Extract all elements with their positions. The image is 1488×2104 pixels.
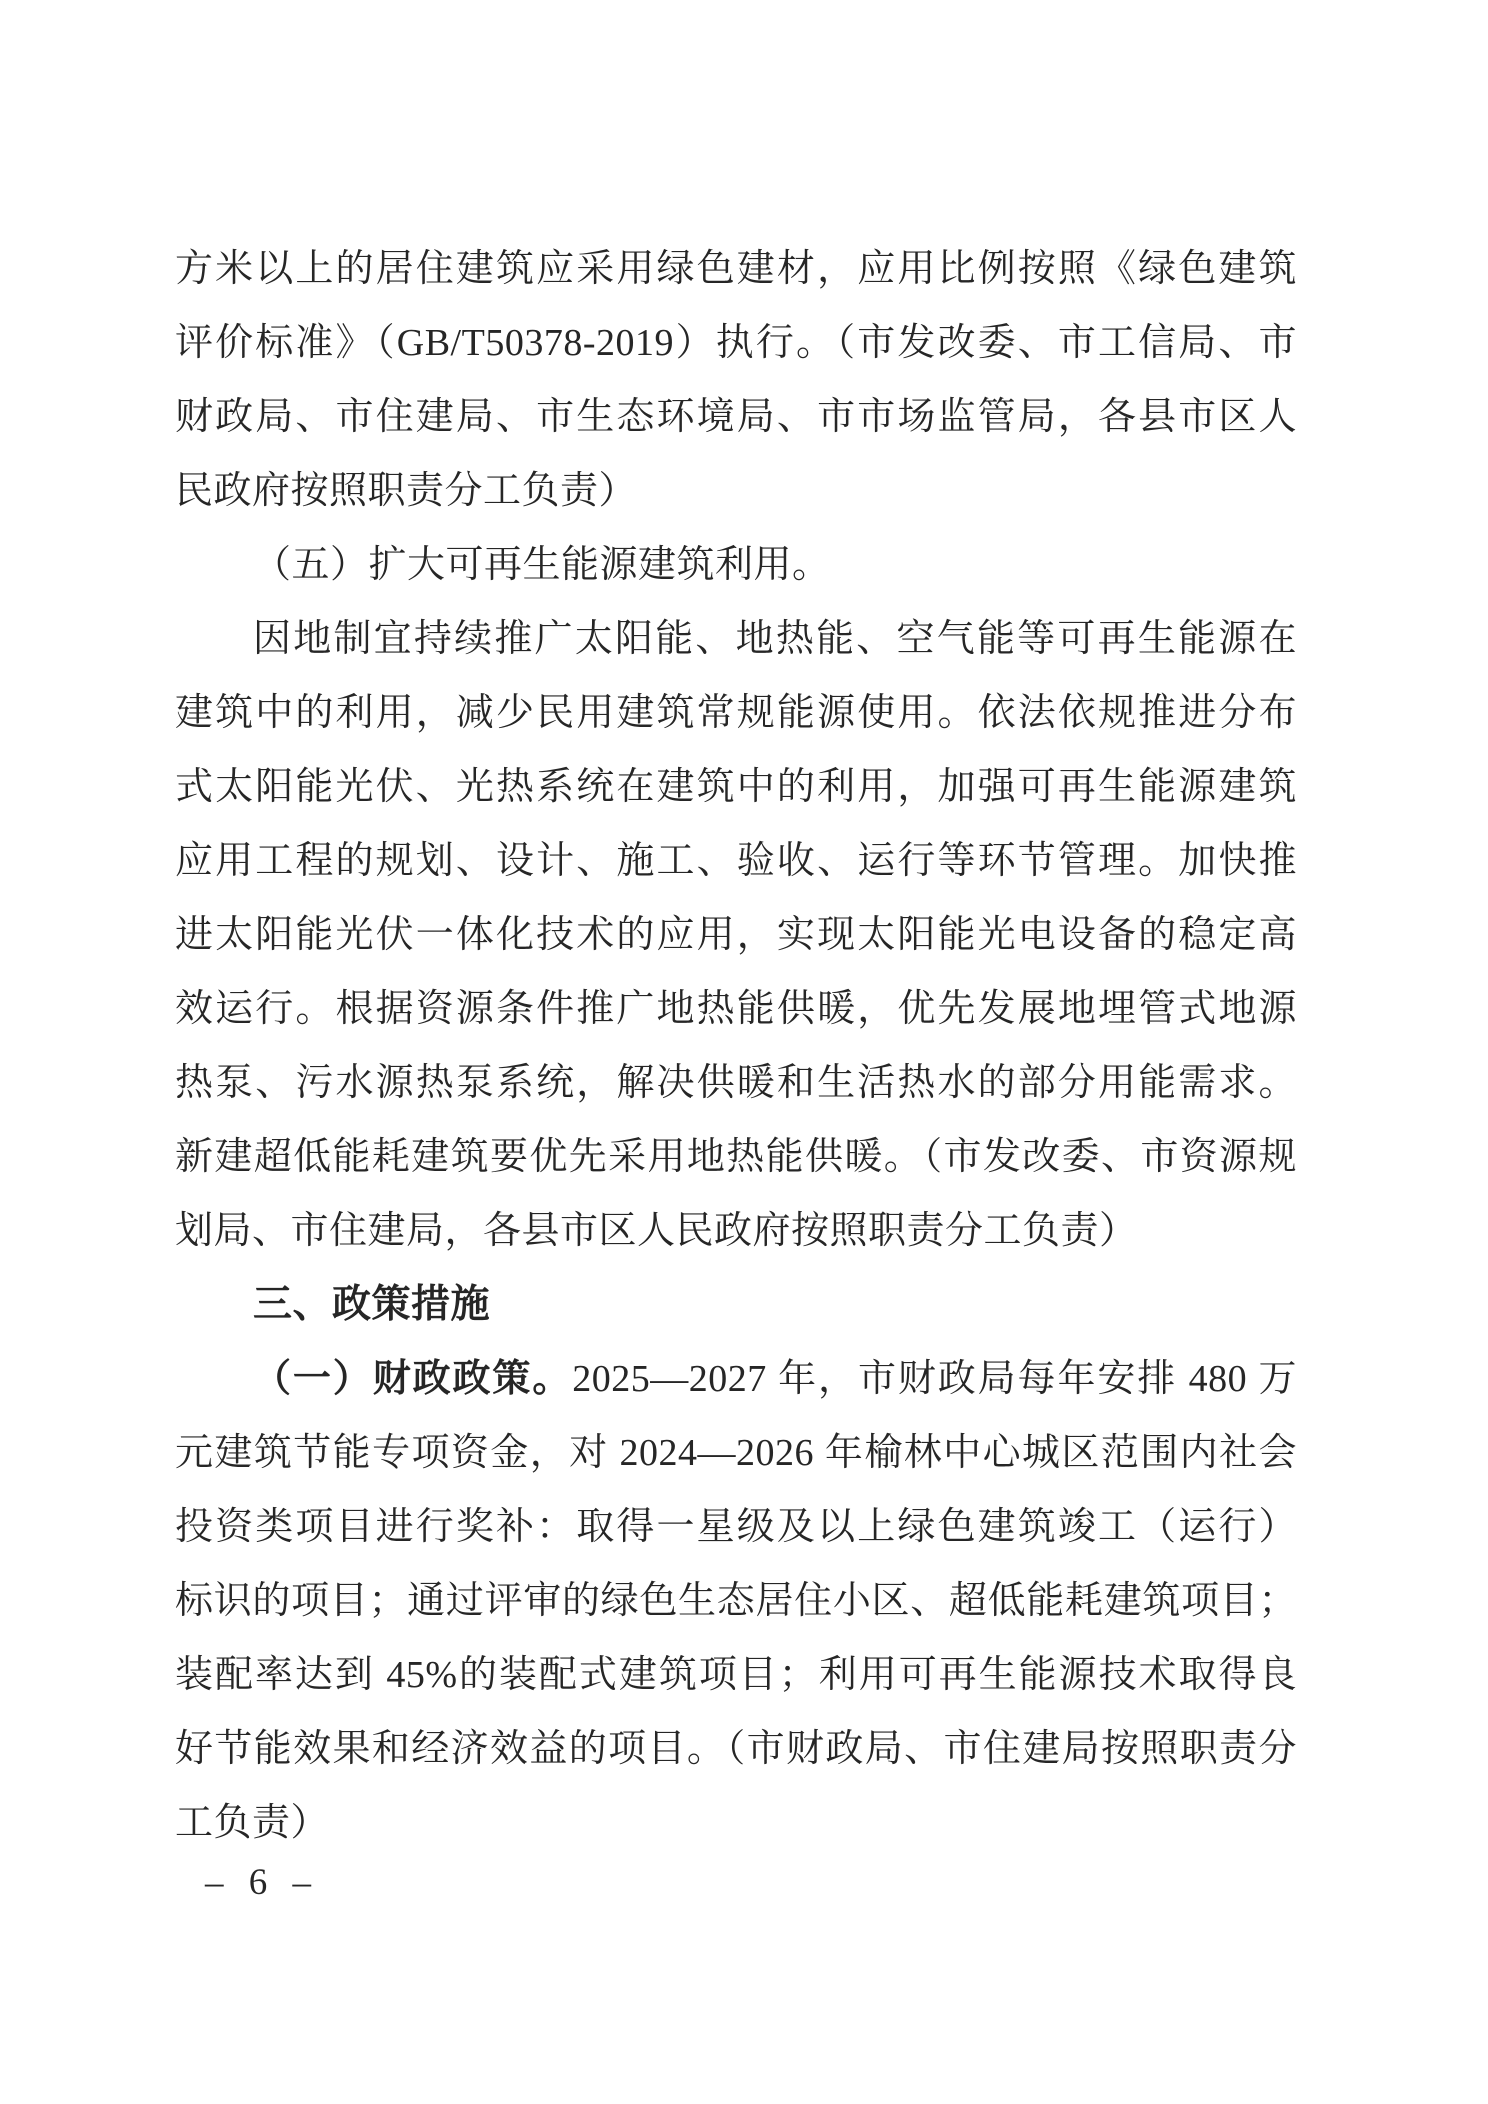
text-line xyxy=(175,1046,1297,1120)
text-line xyxy=(175,1712,1297,1786)
text-line xyxy=(175,380,1297,454)
text-line xyxy=(175,1638,1297,1712)
text-line xyxy=(175,1786,1297,1860)
text-line xyxy=(175,306,1297,380)
text-segment: 标识的项目；通过评审的绿色生态居住小区、超低能耗建筑项目； xyxy=(175,1580,1297,1622)
text-line xyxy=(175,1490,1297,1564)
text-line xyxy=(175,898,1297,972)
text-line xyxy=(175,1342,1297,1416)
page-number: – 6 – xyxy=(205,1862,311,1903)
text-segment: 划局、市住建局，各县市区人民政府按照职责分工负责） xyxy=(175,1210,1138,1252)
document-body xyxy=(175,232,1297,1860)
text-line xyxy=(175,1564,1297,1638)
text-segment: 热泵、污水源热泵系统，解决供暖和生活热水的部分用能需求。 xyxy=(175,1062,1297,1104)
text-line xyxy=(175,602,1297,676)
text-segment: 应用工程的规划、设计、施工、验收、运行等环节管理。加快推 xyxy=(175,840,1297,882)
text-segment: 建筑中的利用，减少民用建筑常规能源使用。依法依规推进分布 xyxy=(175,692,1297,734)
text-segment: 因地制宜持续推广太阳能、地热能、空气能等可再生能源在 xyxy=(253,618,1297,660)
text-segment-bold: （一）财政政策。 xyxy=(253,1358,573,1400)
text-segment: 式太阳能光伏、光热系统在建筑中的利用，加强可再生能源建筑 xyxy=(175,766,1297,808)
text-segment: 民政府按照职责分工负责） xyxy=(175,470,638,512)
text-segment: 投资类项目进行奖补：取得一星级及以上绿色建筑竣工（运行） xyxy=(175,1506,1297,1548)
text-line xyxy=(175,1194,1297,1268)
text-segment: 评价标准》（GB/T50378-2019）执行。（市发改委、市工信局、市 xyxy=(175,322,1297,364)
text-line xyxy=(175,528,1297,602)
text-line xyxy=(175,454,1297,528)
text-segment: 工负责） xyxy=(175,1802,330,1844)
text-segment: 效运行。根据资源条件推广地热能供暖，优先发展地埋管式地源 xyxy=(175,988,1297,1030)
text-segment: 元建筑节能专项资金，对 2024—2026 年榆林中心城区范围内社会 xyxy=(175,1432,1297,1474)
text-segment: 装配率达到 45%的装配式建筑项目；利用可再生能源技术取得良 xyxy=(175,1654,1297,1696)
text-line xyxy=(175,750,1297,824)
text-line xyxy=(175,232,1297,306)
text-segment: 2025—2027 年，市财政局每年安排 480 万 xyxy=(572,1358,1297,1400)
text-segment: 进太阳能光伏一体化技术的应用，实现太阳能光电设备的稳定高 xyxy=(175,914,1297,956)
text-line xyxy=(175,824,1297,898)
text-line xyxy=(175,1416,1297,1490)
text-line xyxy=(175,972,1297,1046)
text-segment: 财政局、市住建局、市生态环境局、市市场监管局，各县市区人 xyxy=(175,396,1297,438)
text-segment: 好节能效果和经济效益的项目。（市财政局、市住建局按照职责分 xyxy=(175,1728,1297,1770)
text-line xyxy=(175,1120,1297,1194)
text-segment: （五）扩大可再生能源建筑利用。 xyxy=(253,544,831,586)
text-segment: 新建超低能耗建筑要优先采用地热能供暖。（市发改委、市资源规 xyxy=(175,1136,1297,1178)
text-segment: 方米以上的居住建筑应采用绿色建材，应用比例按照《绿色建筑 xyxy=(175,248,1297,290)
text-line xyxy=(175,676,1297,750)
text-segment-bold: 三、政策措施 xyxy=(253,1283,491,1326)
section-heading xyxy=(175,1268,1297,1342)
